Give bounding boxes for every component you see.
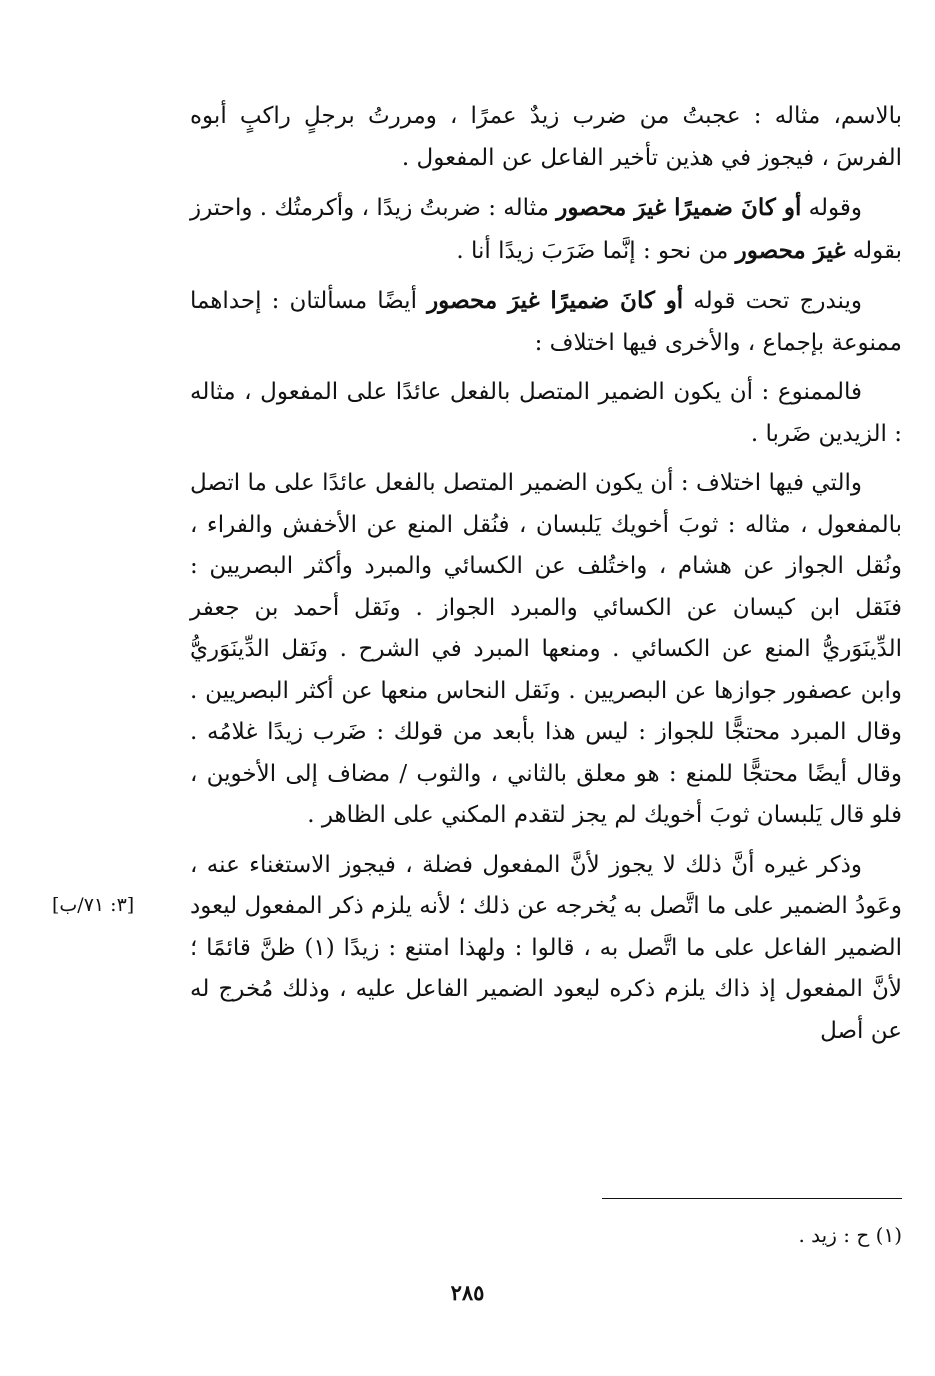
p3-text-a: ويندرج تحت قوله (683, 288, 863, 314)
page-number: ٢٨٥ (450, 1280, 485, 1305)
paragraph-2 (190, 187, 902, 272)
footnote: (١) ح : زيد . (798, 1223, 902, 1247)
paragraph-1: بالاسم، مثاله : عجبتُ من ضرب زيدٌ عمرًا ، ومررتُ برجلٍ راكبٍ أبوه الفرسَ ، فيجوز في هذين تأخير الفاعل عن المفعول . (190, 103, 902, 171)
p2-text-f: من نحو : إنَّما ضَرَبَ زيدًا أنا . (456, 237, 736, 264)
footnote-divider (602, 1198, 902, 1199)
p2-quote-2: غيرَ محصور (735, 236, 846, 264)
paragraph-5: والتي فيها اختلاف : أن يكون الضمير المتصل بالفعل عائدًا على ما اتصل بالمفعول ، مثاله : ثوبَ أخويك يَلبسان ، فنُقل المنع عن الأخفش والفراء ، ونُقل الجواز عن هشام ، واختُلف عن الكسائي والمبرد وأكثر البصريين : فنَقل ابن كيسان عن الكسائي والمبرد الجواز . ونَقل أحمد بن جعفر الدِّينَوَريُّ المنع عن الكسائي . ومنعها المبرد في الشرح . ونَقل الدِّينَوَريُّ وابن عصفور جوازها عن البصريين . ونَقل النحاس منعها عن أكثر البصريين . وقال المبرد محتجًّا للجواز : ليس هذا بأبعد من قولك : ضَرب زيدًا غلامُه . وقال أيضًا محتجًّا للمنع : هو معلق بالثاني ، والثوب / مضاف إلى الأخوين ، فلو قال يَلبسان ثوبَ أخويك لم يجز لتقدم المكني على الظاهر . (190, 470, 902, 828)
p2-quote-1: أو كانَ ضميرًا غيرَ محصور (556, 194, 802, 221)
p2-text-a: وقوله (801, 195, 863, 221)
main-text (190, 96, 902, 1052)
paragraph-4: فالممنوع : أن يكون الضمير المتصل بالفعل عائدًا على المفعول ، مثاله : الزيدين ضَربا . (190, 379, 902, 447)
paragraph-3 (190, 280, 902, 364)
p3-text-c: أيضًا مسألتان : إحداهما ممنوعة بإجماع ، والأخرى فيها اختلاف : (190, 288, 902, 356)
margin-reference: [٣: ٧١/ب] (52, 894, 135, 916)
paragraph-6: وذكر غيره أنَّ ذلك لا يجوز لأنَّ المفعول فضلة ، فيجوز الاستغناء عنه ، وعَودُ الضمير على ما اتَّصل به يُخرجه عن ذلك ؛ لأنه يلزم ذكر المفعول ليعود الضمير الفاعل على ما اتَّصل به ، قالوا : ولهذا امتنع : زيدًا (١) ظنَّ قائمًا ؛ لأنَّ المفعول إذ ذاك يلزم ذكره ليعود الضمير الفاعل عليه ، وذلك مُخرج له عن أصل (190, 851, 902, 1044)
p2-text-c: مثاله : ضربتُ زيدًا ، وأكرمتُك . (259, 195, 557, 221)
p3-quote: أو كانَ ضميرًا غيرَ محصور (427, 287, 684, 314)
p2-text-d: واحترز بقوله (190, 195, 902, 264)
